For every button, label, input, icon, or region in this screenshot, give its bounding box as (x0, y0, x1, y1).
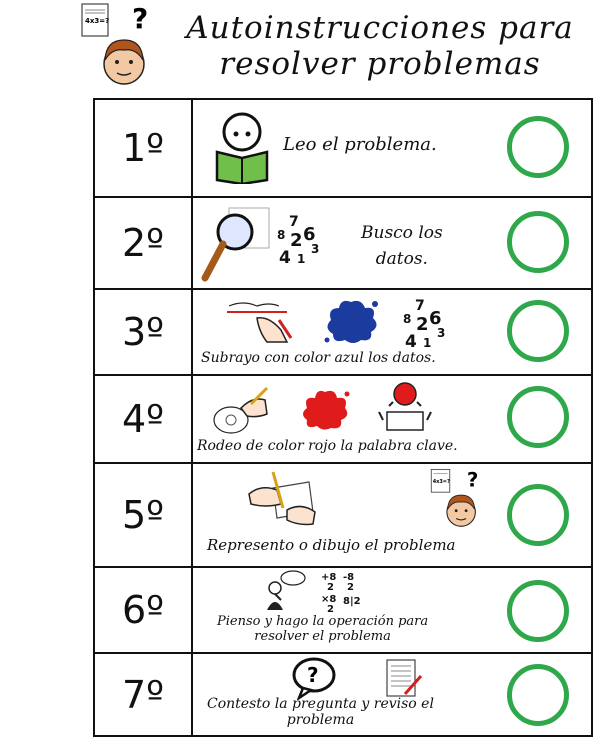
step-text: Rodeo de color rojo la palabra clave. (197, 438, 458, 454)
page-title (160, 10, 600, 82)
svg-text:4x3=?: 4x3=? (432, 478, 450, 485)
step-number: 3º (95, 290, 193, 374)
blue-splash-icon (321, 296, 381, 346)
step-number: 4º (95, 376, 193, 462)
step-number: 1º (95, 100, 193, 196)
underline-hand-icon (223, 296, 297, 346)
step-number: 2º (95, 198, 193, 288)
check-circle[interactable] (507, 211, 569, 273)
title-line-1: Autoinstrucciones para (186, 10, 574, 46)
steps-table (93, 98, 593, 737)
boy-question-icon (76, 2, 166, 92)
circling-hand-icon (211, 384, 271, 436)
check-circle[interactable] (507, 116, 569, 178)
check-circle[interactable] (507, 484, 569, 546)
step-content (193, 654, 591, 735)
header (0, 0, 614, 100)
title-line-2: resolver problemas (219, 46, 541, 82)
numbers-icon: 7 8 2 6 3 4 1 (277, 214, 320, 268)
step-content (193, 376, 591, 462)
magnifier-icon (201, 206, 273, 282)
boy-question-icon (427, 468, 491, 532)
step-row-2 (95, 198, 591, 290)
svg-text:?: ? (307, 663, 319, 687)
step-row-5 (95, 464, 591, 568)
step-row-1 (95, 100, 591, 198)
sheet-text: 4x3=? (85, 17, 110, 25)
drawing-hands-icon (247, 468, 319, 528)
question-mark: ? (132, 2, 149, 35)
reading-child-icon (213, 110, 271, 184)
step-text: Contesto la pregunta y reviso el problema (207, 696, 434, 728)
operations-icon: +8 2 -8 2 ×8 2 8|2 (321, 572, 361, 615)
step-text: Represento o dibujo el problema (207, 536, 456, 554)
step-row-6 (95, 568, 591, 654)
check-circle[interactable] (507, 300, 569, 362)
step-row-4 (95, 376, 591, 464)
step-number: 7º (95, 654, 193, 735)
check-circle[interactable] (507, 664, 569, 726)
step-content (193, 100, 591, 196)
step-content (193, 568, 591, 652)
step-text: Leo el problema. (283, 134, 437, 155)
step-row-3 (95, 290, 591, 376)
step-text: Pienso y hago la operación para resolver el problema (217, 614, 429, 644)
check-circle[interactable] (507, 386, 569, 448)
numbers-icon: 7 8 2 6 3 4 1 (403, 298, 446, 352)
svg-text:?: ? (466, 468, 479, 492)
red-splash-icon (299, 388, 351, 432)
step-number: 5º (95, 464, 193, 566)
question-bubble-icon (291, 656, 337, 700)
step-number: 6º (95, 568, 193, 652)
thinking-person-icon (263, 570, 307, 612)
step-content (193, 464, 591, 566)
step-row-7 (95, 654, 591, 735)
key-light-icon (373, 380, 437, 438)
step-content (193, 290, 591, 374)
step-content (193, 198, 591, 288)
step-text: Busco los datos. (361, 223, 443, 269)
check-circle[interactable] (507, 580, 569, 642)
checklist-icon (383, 658, 423, 700)
step-text: Subrayo con color azul los datos. (201, 350, 436, 366)
